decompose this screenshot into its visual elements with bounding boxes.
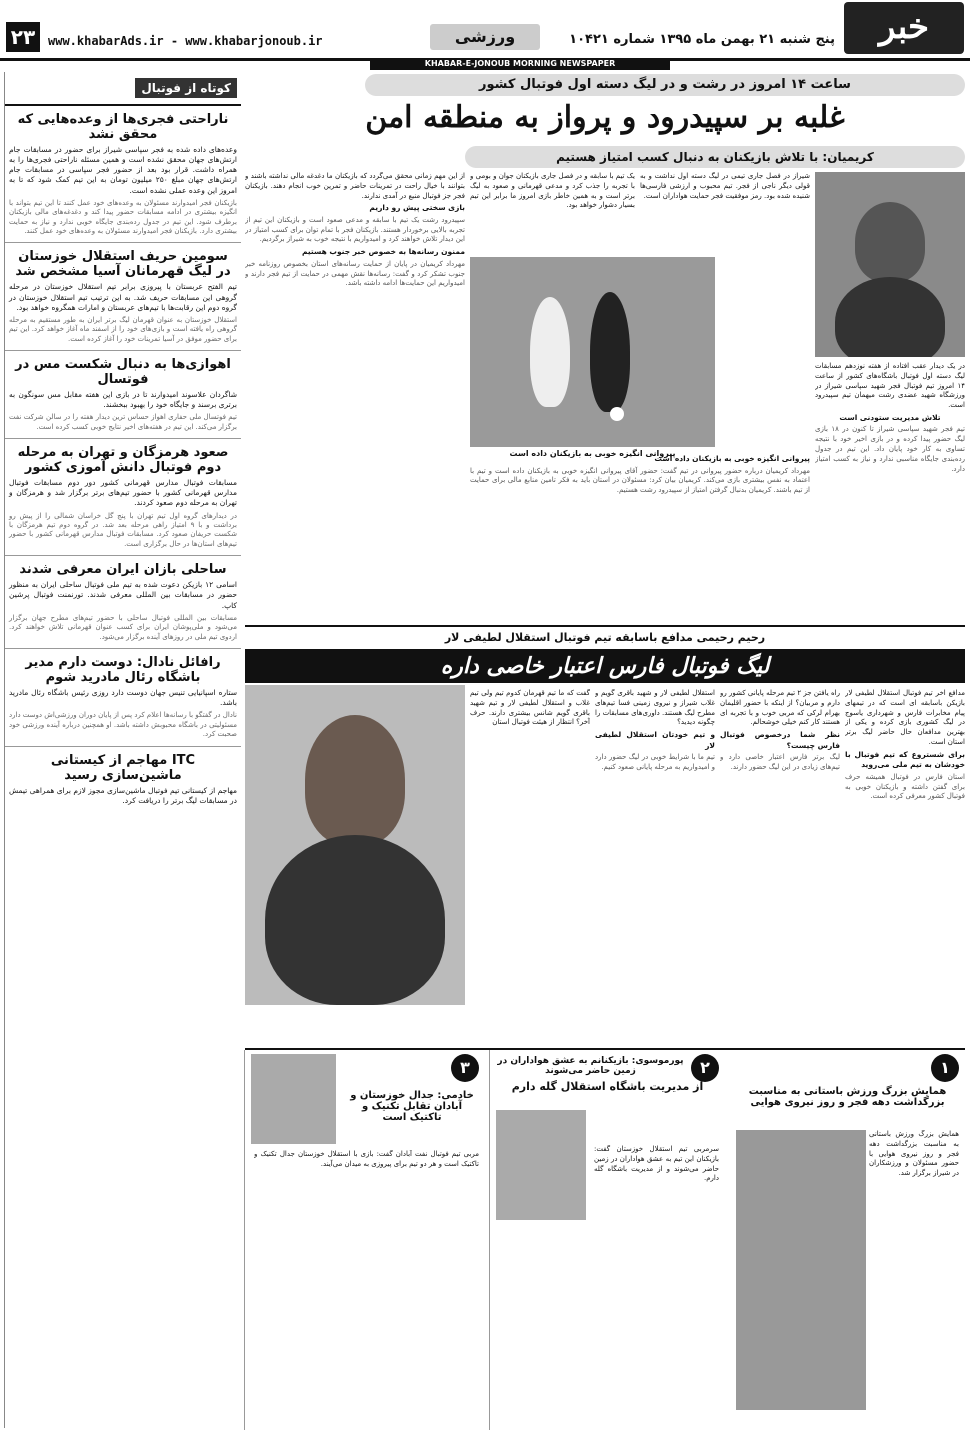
article-col: در یک دیدار عقب افتاده از هفته نوزدهم مسابقات لیگ دسته اول فوتبال باشگاه‌های کشور از ساعت ۱۴ امروز تیم فوتبال فجر شهید سپاسی شیراز در ورزشگاه شهید عضدی رشت میهمان تیم سپیدرود است. تلاش مدیریت ستودنی است تیم فجر شهید سپاسی شیراز تا کنون در ۱۸ بازی لیگ حضور پیدا کرده و در بازی اخیر خود با نتیجه تساوی به کار خود پایان داد. این تیم در جدول رده‌بندی جایگاه مناسبی ندارد و نیاز به کسب امتیاز دارد.: [815, 362, 965, 473]
news-item: [5, 747, 241, 812]
news-body: شاگردان علاسوند امیدوارند تا در بازی این هفته مقابل مس سونگون به برتری برسند و جایگاه خود را بهبود ببخشند.: [9, 390, 237, 410]
player-portrait: [245, 685, 465, 1005]
interview-supertitle: رحیم رحیمی مدافع باسابقه تیم فوتبال استقلال لطیفی لار: [444, 631, 766, 644]
article-text: در یک دیدار عقب افتاده از هفته نوزدهم مسابقات لیگ دسته اول فوتبال باشگاه‌های کشور از ساعت ۱۴ امروز تیم فوتبال فجر شهید سپاسی شیراز در ورزشگاه شهید عضدی رشت میهمان تیم سپیدرود است.: [815, 362, 965, 410]
story-body: سرمربی تیم استقلال خوزستان گفت: بازیکنان این تیم به عشق هواداران در زمین حاضر می‌شوند و از مدیریت باشگاه گله دارم.: [594, 1145, 719, 1183]
news-title: ناراحتی فجری‌ها از وعده‌هایی که محقق نشد: [17, 112, 229, 142]
top-story-headline: غلبه بر سپیدرود و پرواز به منطقه امن: [365, 100, 845, 135]
interview-col: راه یافتن جز ۲ تیم مرحله پایانی کشور رو دارم و مربیان؟ از اینکه با حضور اقلیمان بهرام لرکی که مربی خوب و با تجربه ای هستند کار کنم خیلی خوشحالم. نظر شما درخصوص فوتبال فارس چیست؟ لیگ برتر فارس اعتبار خاصی دارد و تیم‌های زیادی در این لیگ حضور دارند.: [720, 689, 840, 771]
news-title: ITC مهاجم از کیستانی ماشین‌سازی رسید: [50, 752, 196, 783]
english-bar: KHABAR-E-JONOUB MORNING NEWSPAPER: [370, 58, 670, 70]
news-body: مهاجم از کیستانی تیم فوتبال ماشین‌سازی مجوز لازم برای همراهی تیمش در مسابقات لیگ برتر را دریافت کرد.: [9, 785, 237, 805]
story-subtitle: از مدیریت باشگاه استقلال گله دارم: [511, 1080, 704, 1093]
dateline: پنج شنبه ۲۱ بهمن ماه ۱۳۹۵ شماره ۱۰۴۲۱: [569, 32, 835, 47]
story-photo: [736, 1130, 866, 1410]
page-number: ۲۳: [6, 22, 40, 52]
article-text: از این مهم زمانی محقق می‌گردد که بازیکنان ما دغدغه مالی نداشته باشند و بتوانند با خیال راحت در تمرینات حاضر و تمرین خوب انجام دهند. بازیکنان فجر جز فوتبال منبع در آمدی ندارند.: [245, 172, 465, 200]
short-news-label: کوتاه از فوتبال: [135, 78, 237, 98]
newspaper-logo: خبر: [844, 2, 964, 54]
article-col: [470, 172, 635, 257]
article-text: یک تیم با سابقه و در فصل جاری بازیکنان جوان و بومی و با تجربه را جذب کرد و مدعی قهرمانی و صعود به لیگ برتر است و به همین خاطر بازی امروز ما برابر این تیم بسیار دشوار خواهد بود.: [470, 172, 635, 210]
match-photo: [470, 257, 715, 447]
interview-text: گفت که ما تیم قهرمان کدوم تیم ولی تیم غلاب و استقلال لطیفی لار و تیم شهید باقری گویم شانس بیشتری دارند. حرف آخر؟ انتظار از هیئت فوتبال استان: [470, 689, 590, 727]
top-story-subtitle: کریمیان: با تلاش بازیکنان به دنبال کسب امتیاز هستیم: [465, 146, 965, 168]
masthead: [0, 0, 970, 61]
news-title: اهوازی‌ها به دنبال شکست مس در فوتسال: [15, 357, 231, 388]
news-title: سومین حریف استقلال خوزستان در لیگ قهرمانان آسیا مشخص شد: [15, 249, 231, 280]
interview-text: راه یافتن جز ۲ تیم مرحله پایانی کشور رو دارم و مربیان؟ از اینکه با حضور اقلیمان بهرام لرکی که مربی خوب و با تجربه ای هستند کار کنم خیلی خوشحالم.: [720, 689, 840, 727]
news-title: رافائل نادال: دوست دارم مدیر باشگاه رئال مادرید شوم: [25, 655, 221, 685]
news-body: ستاره اسپانیایی تنیس جهان دوست دارد روزی رئیس باشگاه رئال مادرید باشد.: [9, 688, 237, 708]
story-body: مربی تیم فوتبال نفت آبادان گفت: بازی با استقلال خوزستان جدال تکنیک و تاکتیک است و هر دو تیم برای پیروزی به میدان می‌آیند.: [254, 1150, 479, 1168]
bottom-story: [244, 1050, 485, 1430]
short-news-column: [4, 72, 241, 1428]
news-item: ساحلی بازان ایران معرفی شدند اسامی ۱۲ بازیکن دعوت شده به تیم ملی فوتبال ساحلی ایران به منظور حضور در مسابقات بین المللی معرفی شدند. تورنمنت فوتبال پرشین کاپ. مسابقات بین المللی فوتبال ساحلی با حضور تیم‌های مطرح جهان برگزار می‌شود و ملی‌پوشان ایران برای کسب عنوان قهرمانی تلاش خواهند کرد. اردوی تیم ملی در روزهای آینده برگزار می‌شود.: [5, 556, 241, 649]
story-number: ۱: [931, 1054, 959, 1082]
news-item: سومین حریف استقلال خوزستان در لیگ قهرمانان آسیا مشخص شد تیم الفتح عربستان با پیروزی برابر تیم استقلال خوزستان در مرحله گروهی این مسابقات حریف شد. به این ترتیب تیم استقلال خوزستان در گروه دوم این رقابت‌ها با تیم‌های عربستان و امارات همگروه خواهد بود. استقلال خوزستان به عنوان قهرمان لیگ برتر ایران به طور مستقیم به مرحله گروهی راه یافته است و بازی‌های خود را از اسفند ماه آغاز خواهد کرد. این تیم برای حضور موفق در آسیا تمرینات خود را آغاز کرده است.: [5, 243, 241, 351]
article-col: از این مهم زمانی محقق می‌گردد که بازیکنان ما دغدغه مالی نداشته باشند و بتوانند با خیال راحت در تمرینات حاضر و تمرین خوب انجام دهند. بازیکنان فجر جز فوتبال منبع در آمدی ندارند. بازی سختی پیش رو داریم سپیدرود رشت یک تیم با سابقه و مدعی صعود است و بازیکنان این تیم از تجربه بالایی برخوردار هستند. بازیکنان فجر با تمام توان برای کسب امتیاز در این دیدار تلاش خواهند کرد و امیدواریم با نتیجه خوب به شیراز برگردیم. ممنون رسانه‌ها به خصوص خبر جنوب هستیم مهرداد کریمیان در پایان از حمایت رسانه‌های استان بخصوص روزنامه خبر جنوب تشکر کرد و گفت: رسانه‌ها نقش مهمی در حمایت از تیم فجر دارند و امیدواریم این حمایت‌ها ادامه داشته باشد.: [245, 172, 465, 288]
story-photo: [251, 1054, 336, 1144]
story-photo: [496, 1110, 586, 1220]
story-title: خادمی: جدال خوزستان و آبادان تقابل تکنیک و تاکتیک است: [350, 1090, 474, 1123]
story-number: ۲: [691, 1054, 719, 1082]
news-title: صعود هرمزگان و تهران به مرحله دوم فوتبال دانش آموزی کشور: [17, 445, 229, 476]
news-item: ناراحتی فجری‌ها از وعده‌هایی که محقق نشد وعده‌های داده شده به فجر سپاسی شیراز برای حضور در مسابقات جام ارتش‌های جهان محقق نشده است و همین مسئله ناراحتی فجری‌ها را به همراه داشت. قرار بود بعد از حضور فجر سپاسی در مسابقات جام ارتش‌های جهان مبلغ ۲۵۰ میلیون تومان به این تیم کمک شود که تا به امروز این وعده عملی نشده است. بازیکنان فجر امیدوارند مسئولان به وعده‌های خود عمل کنند تا این تیم بتواند با انگیزه بیشتری در ادامه مسابقات حضور پیدا کند و دغدغه‌های مالی بازیکنان برطرف شود. این تیم در جدول رده‌بندی جایگاه خوبی ندارد و نیاز به حمایت بیشتری دارد. بازیکنان فجر امیدوارند مسئولان به وعده‌های خود عمل کنند.: [5, 106, 241, 243]
news-body: اسامی ۱۲ بازیکن دعوت شده به تیم ملی فوتبال ساحلی ایران به منظور حضور در مسابقات بین المللی معرفی شدند. تورنمنت فوتبال پرشین کاپ.: [9, 580, 238, 610]
interview-text: مدافع اخر تیم فوتبال استقلال لطیفی لار بازیکن باسابقه ای است که در تیمهای پیام مخابرات فارس و شهرداری یاسوج در لیگ کشوری بازی کرده و یکی از بهترین مدافعان حال حاضر لیگ برتر استان است.: [845, 689, 965, 746]
news-item: رافائل نادال: دوست دارم مدیر باشگاه رئال مادرید شوم ستاره اسپانیایی تنیس جهان دوست دارد روزی رئیس باشگاه رئال مادرید باشد. نادال در گفتگو با رسانه‌ها اعلام کرد پس از پایان دوران ورزشی‌اش دوست دارد مسئولیتی در باشگاه محبوبش داشته باشد. او همچنین درباره آینده ورزشی خود صحبت کرد.: [5, 649, 241, 747]
story-title: همایش بزرگ ورزش باستانی به مناسبت بزرگداشت دهه فجر و روز نیروی هوایی: [748, 1086, 947, 1108]
top-story-supertitle: ساعت ۱۴ امروز در رشت و در لیگ دسته اول فوتبال کشور: [365, 74, 965, 96]
article-col: پیروانی انگیزه خوبی به بازیکنان داده است مهرداد کریمیان درباره حضور پیروانی در تیم گفت: حضور آقای پیروانی انگیزه خوبی به بازیکنان داده است و تیم با اعتماد به نفس بیشتری بازی می‌کند. کریمیان بیان کرد: مسئولان در استان باید به فکر تامین منابع مالی برای حمایت از تیم باشند. کریمیان بدنبال گرفتن امتیاز از سپیدرود رشت هستیم.: [470, 454, 810, 495]
news-body: وعده‌های داده شده به فجر سپاسی شیراز برای حضور در مسابقات جام ارتش‌های جهان محقق نشده است و همین مسئله ناراحتی فجری‌ها را به همراه داشت. قرار بود بعد از حضور فجر سپاسی در مسابقات جام ارتش‌های جهان مبلغ ۲۵۰ میلیون تومان به این تیم کمک شود که تا به امروز این وعده عملی نشده است.: [9, 145, 238, 195]
interview-col: مدافع اخر تیم فوتبال استقلال لطیفی لار بازیکن باسابقه ای است که در تیمهای پیام مخابرات فارس و شهرداری یاسوج در لیگ کشوری بازی کرده و یکی از بهترین مدافعان حال حاضر لیگ برتر استان است. برای شستروع که تیم فوتبال با خودشان به تیم ملی می‌روید استان فارس در فوتبال همیشه حرف برای گفتن داشته و بازیکنان خوبی به فوتبال کشور معرفی کرده است.: [845, 689, 965, 801]
interview-col: [470, 689, 590, 1039]
website-links[interactable]: www.khabarAds.ir - www.khabarjonoub.ir: [48, 34, 323, 48]
news-body: تیم الفتح عربستان با پیروزی برابر تیم استقلال خوزستان در مرحله گروهی این مسابقات حریف شد. به این ترتیب تیم استقلال خوزستان در گروه دوم این رقابت‌ها با تیم‌های عربستان و امارات همگروه خواهد بود.: [9, 282, 237, 312]
story-number: ۳: [451, 1054, 479, 1082]
bottom-stories: [245, 1048, 965, 1430]
photo-caption: پیروانی انگیزه خوبی به بازیکنان داده است: [509, 449, 676, 458]
article-text: شیراز در فصل جاری تیمی در لیگ دسته اول نداشت و به قولی دیگر ناجی از فجر. تیم محبوب و ارزشی فارسی‌ها شنیده شده بود. رمز موفقیت فجر حمایت هواداران است.: [640, 172, 810, 200]
top-story: [245, 72, 965, 620]
bottom-story: [730, 1050, 965, 1430]
article-col: [640, 172, 810, 257]
interview-text: استقلال لطیفی لار و شهید باقری گویم و غلاب شیراز و نیروی زمینی فسا تیم‌های مطرح لیگ هستند. داوری‌های مسابقات را چگونه دیدید؟: [595, 689, 715, 727]
news-title: ساحلی بازان ایران معرفی شدند: [19, 562, 227, 578]
news-item: صعود هرمزگان و تهران به مرحله دوم فوتبال دانش آموزی کشور مسابقات فوتبال مدارس قهرمانی کشور دور دوم مسابقات فوتبال مدارس قهرمانی کشور با حضور تیم‌های برتر برگزار شد و هرمزگان و تهران به مرحله دوم صعود کردند. در دیدارهای گروه اول تیم تهران با پنج گل خراسان شمالی را از پیش رو برداشت و با ۹ امتیاز راهی مرحله بعد شد. در گروه دوم تیم هرمزگان با شکست حریفان صعود کرد. مسابقات فوتبال مدارس قهرمانی کشور با حضور تیم‌های استان‌ها در حال برگزاری است.: [5, 439, 241, 556]
bottom-story: [489, 1050, 725, 1430]
interview-headline: لیگ فوتبال فارس اعتبار خاصی داره: [245, 649, 965, 683]
interview-story: [245, 625, 965, 1047]
story-body: همایش بزرگ ورزش باستانی به مناسبت بزرگداشت دهه فجر و روز نیروی هوایی با حضور مسئولان و ورزشکاران در شیراز برگزار شد.: [869, 1130, 959, 1178]
interview-col: استقلال لطیفی لار و شهید باقری گویم و غلاب شیراز و نیروی زمینی فسا تیم‌های مطرح لیگ هستند. داوری‌های مسابقات را چگونه دیدید؟ و تیم خودتان استقلال لطیفی لار تیم ما با شرایط خوبی در لیگ حضور دارد و امیدواریم به مرحله پایانی صعود کنیم.: [595, 689, 715, 771]
news-body: مسابقات فوتبال مدارس قهرمانی کشور دور دوم مسابقات فوتبال مدارس قهرمانی کشور با حضور تیم‌های برتر برگزار شد و هرمزگان و تهران به مرحله دوم صعود کردند.: [9, 478, 237, 508]
news-item: اهوازی‌ها به دنبال شکست مس در فوتسال شاگردان علاسوند امیدوارند تا در بازی این هفته مقابل مس سونگون به برتری برسند و جایگاه خود را بهبود ببخشند. تیم فوتسال ملی حفاری اهواز حساس ترین دیدار هفته را در سالن شرکت نفت برگزار می‌کند. این تیم در هفته‌های اخیر نتایج خوبی کسب کرده است.: [5, 351, 241, 439]
section-label: ورزشی: [430, 24, 540, 50]
coach-photo: [815, 172, 965, 357]
story-title: پورموسوی: بازیکنانم به عشق هواداران در زمین حاضر می‌شوند: [497, 1056, 684, 1076]
